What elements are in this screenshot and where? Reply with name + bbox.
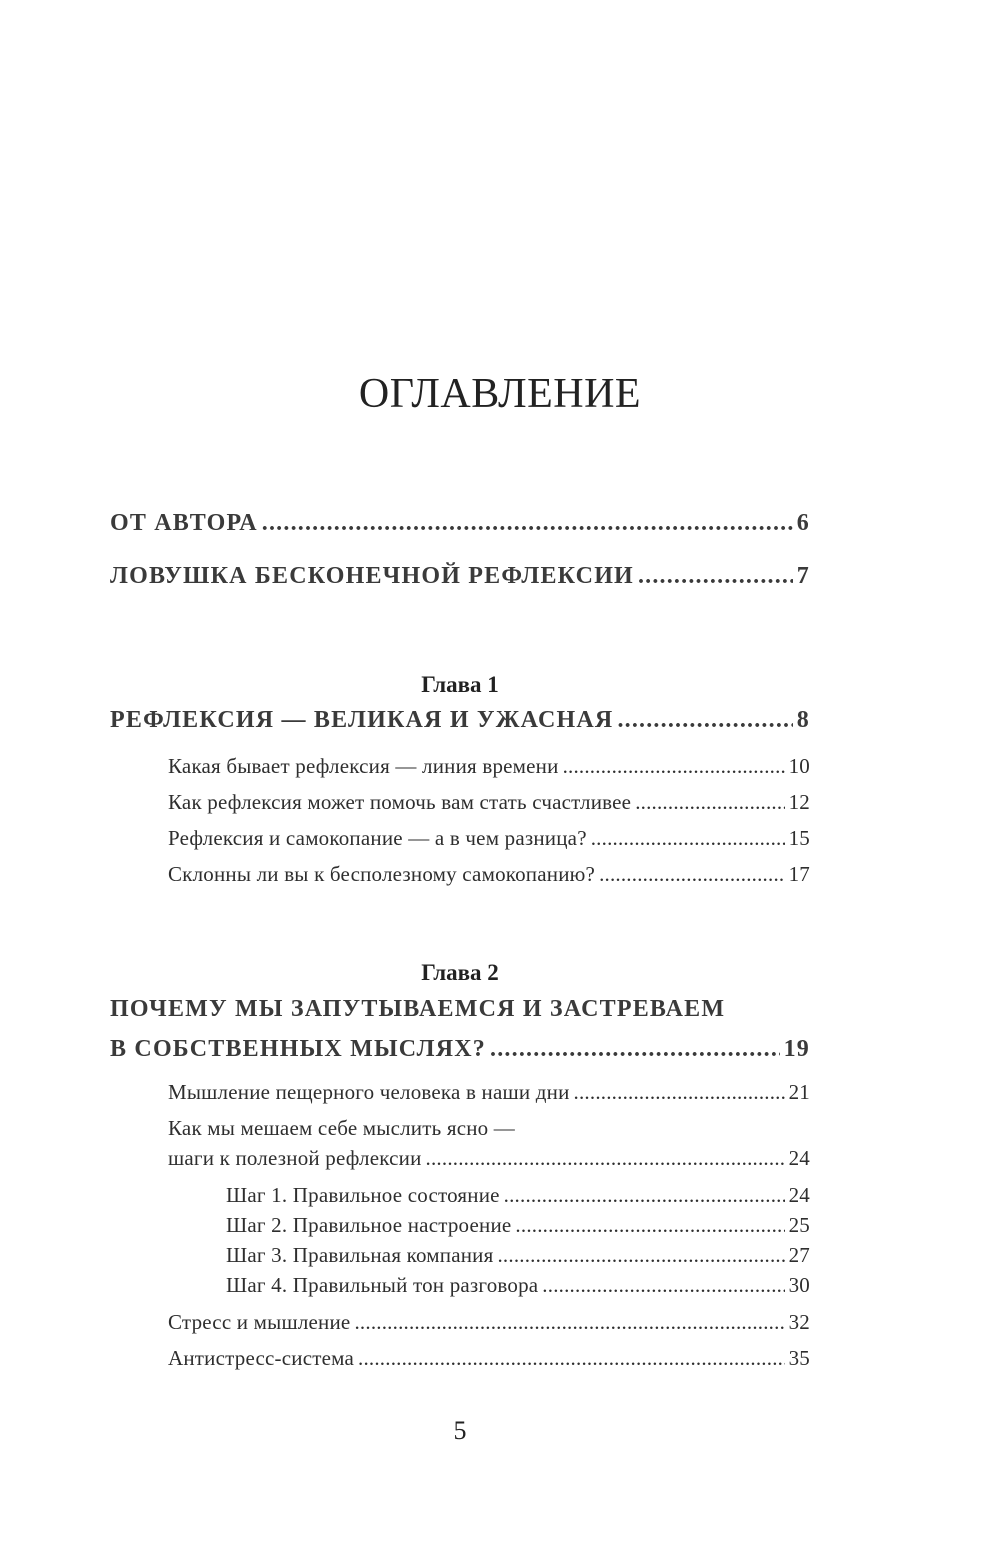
toc-item[interactable] — [168, 862, 810, 887]
toc-page-number: 24 — [788, 1146, 810, 1170]
toc-page-number: 35 — [788, 1346, 810, 1370]
toc-chapter-2-heading-line1[interactable]: ПОЧЕМУ МЫ ЗАПУТЫВАЕМСЯ И ЗАСТРЕВАЕМ — [110, 996, 726, 1022]
toc-page-number: 10 — [788, 754, 810, 778]
leader-dots — [617, 707, 792, 734]
toc-entry-from-author[interactable] — [110, 510, 810, 537]
toc-item[interactable] — [168, 826, 810, 851]
toc-item[interactable] — [168, 1080, 810, 1105]
toc-item-line1[interactable]: Как мы мешаем себе мыслить ясно — — [168, 1116, 515, 1140]
toc-entry-label: Склонны ли вы к бесполезному самокопанию? — [168, 862, 596, 886]
toc-entry-label: ЛОВУШКА БЕСКОНЕЧНОЙ РЕФЛЕКСИИ — [110, 563, 634, 589]
toc-entry-label: РЕФЛЕКСИЯ — ВЕЛИКАЯ И УЖАСНАЯ — [110, 707, 614, 733]
toc-entry-label: В СОБСТВЕННЫХ МЫСЛЯХ? — [110, 1036, 487, 1062]
leader-dots — [262, 510, 793, 537]
toc-entry-label: Рефлексия и самокопание — а в чем разница? — [168, 826, 587, 850]
toc-step[interactable] — [226, 1243, 810, 1268]
leader-dots — [497, 1243, 784, 1268]
toc-chapter-1-heading[interactable] — [110, 707, 810, 734]
toc-entry-label: Какая бывает рефлексия — линия времени — [168, 754, 559, 778]
toc-item[interactable] — [168, 1146, 810, 1171]
toc-entry-label: Шаг 4. Правильный тон разговора — [226, 1273, 539, 1297]
leader-dots — [638, 563, 793, 590]
toc-entry-label: Шаг 2. Правильное настроение — [226, 1213, 512, 1237]
toc-entry-label: Шаг 1. Правильное состояние — [226, 1183, 500, 1207]
toc-entry-label: Шаг 3. Правильная компания — [226, 1243, 494, 1267]
toc-item[interactable] — [168, 1346, 810, 1371]
leader-dots — [563, 754, 785, 779]
chapter-1-label: Глава 1 — [421, 672, 499, 697]
toc-page-number: 30 — [788, 1273, 810, 1297]
chapter-2-label: Глава 2 — [421, 960, 499, 985]
leader-dots — [426, 1146, 785, 1171]
toc-entry-label: Мышление пещерного человека в наши дни — [168, 1080, 570, 1104]
toc-entry-label: Антистресс-система — [168, 1346, 354, 1370]
toc-chapter-2-heading[interactable] — [110, 1036, 810, 1063]
toc-item[interactable] — [168, 1310, 810, 1335]
leader-dots — [591, 826, 785, 851]
toc-page-number: 19 — [783, 1036, 810, 1062]
toc-entry-label: ОТ АВТОРА — [110, 510, 258, 536]
page-number: 5 — [453, 1416, 467, 1445]
toc-entry-reflection-trap[interactable] — [110, 563, 810, 590]
leader-dots — [354, 1310, 784, 1335]
toc-step[interactable] — [226, 1183, 810, 1208]
toc-page-number: 32 — [788, 1310, 810, 1334]
toc-page-number: 7 — [796, 563, 810, 589]
page-title: ОГЛАВЛЕНИЕ — [358, 371, 642, 417]
leader-dots — [515, 1213, 784, 1238]
toc-page-number: 6 — [796, 510, 810, 536]
toc-item[interactable] — [168, 754, 810, 779]
toc-page-number: 25 — [788, 1213, 810, 1237]
toc-entry-label: Стресс и мышление — [168, 1310, 351, 1334]
leader-dots — [490, 1036, 780, 1063]
toc-page-number: 24 — [788, 1183, 810, 1207]
toc-item[interactable] — [168, 790, 810, 815]
toc-page-number: 27 — [788, 1243, 810, 1267]
toc-page-number: 8 — [796, 707, 810, 733]
toc-page-number: 15 — [788, 826, 810, 850]
toc-page-number: 21 — [788, 1080, 810, 1104]
toc-step[interactable] — [226, 1213, 810, 1238]
leader-dots — [599, 862, 785, 887]
toc-page-number: 12 — [788, 790, 810, 814]
leader-dots — [542, 1273, 784, 1298]
leader-dots — [635, 790, 784, 815]
toc-step[interactable] — [226, 1273, 810, 1298]
leader-dots — [574, 1080, 785, 1105]
leader-dots — [358, 1346, 785, 1371]
toc-entry-label: Как рефлексия может помочь вам стать счастливее — [168, 790, 632, 814]
leader-dots — [504, 1183, 785, 1208]
toc-page-number: 17 — [788, 862, 810, 886]
toc-entry-label: шаги к полезной рефлексии — [168, 1146, 422, 1170]
